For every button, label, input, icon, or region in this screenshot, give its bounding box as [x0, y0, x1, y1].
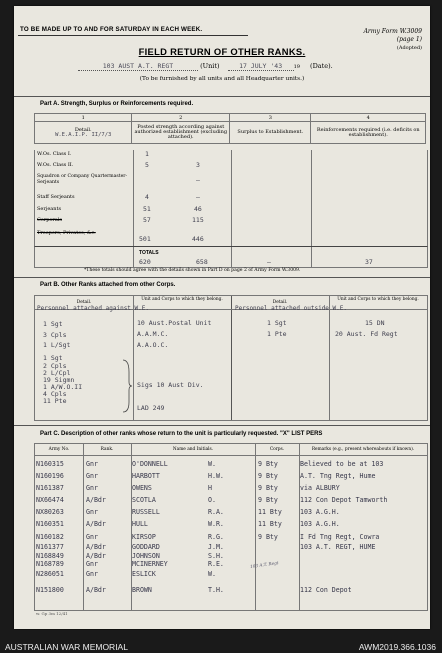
col-num: 1 — [35, 114, 132, 122]
col-rule — [133, 296, 134, 420]
cell-init: R.E. — [208, 560, 224, 568]
cell-init: W.R. — [208, 520, 224, 528]
col-header: Unit and Corps to which they belong. — [141, 297, 223, 302]
unit-item: 20 Aust. Fd Regt — [335, 330, 398, 338]
detail-item: 2 Cpls — [43, 362, 67, 371]
row-label: W.Os. Class II. — [37, 162, 74, 168]
row-label: Staff Serjeants — [37, 194, 75, 200]
cell-no: N168789 — [36, 560, 64, 568]
form-sheet — [14, 6, 430, 629]
unit-item: A.A.M.C. — [137, 330, 169, 338]
date-label: (Date). — [310, 62, 333, 70]
col-header: Name and Initials. — [172, 447, 214, 452]
cell-rank: A/Bdr — [86, 586, 106, 594]
cell-remark: I Fd Tng Regt, Cowra — [300, 533, 380, 541]
detail-item: 1 Sgt — [43, 320, 63, 328]
cell-name: KIRSOP — [132, 533, 156, 541]
est-value: 51 — [143, 205, 151, 213]
table-row — [14, 496, 430, 507]
cell-rank: Gnr — [86, 472, 98, 480]
cell-no: N160182 — [36, 533, 64, 541]
col-rule — [231, 296, 232, 420]
cell-corps: 9 Bty — [258, 484, 278, 492]
col-rule — [311, 247, 312, 267]
cell-corps: 11 Bty — [258, 508, 282, 516]
est-value: 4 — [145, 193, 149, 201]
cell-name: GODDARD — [132, 543, 160, 551]
col-header: Detail. — [272, 300, 288, 305]
cell-name: MCINERNEY — [132, 560, 168, 568]
cell-rank: A/Bdr — [86, 543, 106, 551]
unit-item: 10 Aust.Postal Unit — [137, 319, 212, 327]
unit-label: (Unit) — [200, 62, 220, 70]
part-a-title: Part A. Strength, Surplus or Reinforcements required. — [40, 101, 194, 107]
posted-value: 446 — [192, 235, 204, 243]
detail-item: 1 Sgt — [267, 319, 287, 327]
cell-name: BROWN — [132, 586, 152, 594]
cell-init: R.G. — [208, 533, 224, 541]
detail-item: 11 Pte — [43, 397, 67, 406]
cell-no: NX80263 — [36, 508, 64, 516]
table-row — [14, 586, 430, 597]
cell-name: OWENS — [132, 484, 152, 492]
cell-name: HULL — [132, 520, 148, 528]
table-row — [14, 520, 430, 531]
cell-name: O'DONNELL — [132, 460, 168, 468]
cell-init: W. — [208, 460, 216, 468]
header-rule — [35, 455, 427, 456]
est-value: 57 — [143, 216, 151, 224]
page-number: (page 1) — [396, 36, 422, 43]
divider — [14, 96, 430, 97]
cell-init: T.H. — [208, 586, 224, 594]
printer-note: w. Gp 3m 12/41 — [36, 611, 68, 616]
cell-rank: Gnr — [86, 533, 98, 541]
totals-row — [34, 246, 428, 268]
unit-item: A.A.O.C. — [137, 341, 169, 349]
cell-corps: 9 Bty — [258, 496, 278, 504]
detail-item: 1 Sgt — [43, 353, 63, 362]
divider — [14, 425, 430, 426]
unit-item: Sigs 10 Aust Div. — [137, 381, 204, 389]
detail-item: 3 Cpls — [43, 330, 67, 339]
row-label: Serjeants — [37, 206, 62, 212]
sub-header-right: Personnel attached outside W.E. — [235, 305, 347, 312]
cell-rank: Gnr — [86, 484, 98, 492]
col-rule — [231, 247, 232, 267]
cell-rank: A/Bdr — [86, 552, 106, 560]
part-a-table — [34, 113, 426, 144]
cell-init: J.M. — [208, 543, 224, 551]
col-header-detail: Detail. — [74, 126, 92, 133]
cell-corps: 9 Bty — [258, 472, 278, 480]
col-header: Surplus to Establishment. — [230, 122, 311, 144]
row-label: W.Os. Class I. — [37, 151, 72, 157]
bracket-note: 103 A.T. Regt — [249, 560, 279, 569]
strength-table — [34, 113, 426, 144]
part-c-title: Part C. Description of other ranks whose return to the unit is particularly requested. "X" LIST PERS — [40, 431, 323, 437]
cell-remark: Believed to be at 103 — [300, 460, 384, 468]
part-b-title: Part B. Other Ranks attached from other Corps. — [40, 282, 176, 288]
cell-name: SCOTLA — [132, 496, 156, 504]
detail-item: 19 Sigmn — [43, 376, 75, 385]
cell-init: S.H. — [208, 552, 224, 560]
cell-rank: A/Bdr — [86, 520, 106, 528]
unit-value: 103 AUST A.T. REGT — [78, 62, 198, 71]
col-rule — [231, 150, 232, 246]
posted-value: — — [196, 193, 200, 201]
col-rule — [133, 247, 134, 267]
cell-no: N168849 — [36, 552, 64, 560]
unit-item: LAD 249 — [137, 404, 165, 412]
col-header: Remarks (e.g., present whereabouts if known). — [311, 447, 415, 452]
col-num: 4 — [311, 114, 426, 122]
col-header — [35, 122, 132, 144]
unit-item: 15 DN — [365, 319, 385, 327]
totals-est: 620 — [139, 258, 151, 266]
cell-name: RUSSELL — [132, 508, 160, 516]
cell-remark: A.T. Tng Regt, Hume — [300, 472, 376, 480]
date-value: 17 JULY '43 — [228, 62, 294, 71]
cell-no: N151800 — [36, 586, 64, 594]
archive-reference: AWM2019.366.1036 — [358, 642, 436, 652]
part-a-footnote: *These totals should agree with the details shown in Part D on page 2 of Army Form W.3009. — [84, 268, 301, 273]
table-row — [14, 570, 430, 581]
cell-corps: 11 Bty — [258, 520, 282, 528]
divider — [18, 35, 248, 36]
col-header: Corps. — [269, 447, 285, 452]
cell-remark: 103 A.G.H. — [300, 508, 340, 516]
col-rule — [329, 296, 330, 420]
totals-label: TOTALS — [139, 250, 159, 256]
table-row — [14, 472, 430, 483]
attached-table — [34, 295, 428, 421]
est-value: 501 — [139, 235, 151, 243]
furnish-note: (To be furnished by all units and all Headquarter units.) — [139, 76, 305, 82]
unit-line — [78, 62, 333, 71]
col-header: Unit and Corps to which they belong. — [337, 297, 419, 302]
est-value: 5 — [145, 161, 149, 169]
col-rule — [311, 150, 312, 246]
submission-note: TO BE MADE UP TO AND FOR SATURDAY IN EACH WEEK. — [20, 26, 203, 33]
row-label: Squadron or Company Quartermaster-Serjeants — [37, 174, 128, 185]
row-label: Corporals — [37, 217, 62, 223]
cell-no: NX66474 — [36, 496, 64, 504]
cell-rank: Gnr — [86, 560, 98, 568]
cell-rank: Gnr — [86, 570, 98, 578]
cell-no: N161387 — [36, 484, 64, 492]
cell-name: ESLICK — [132, 570, 156, 578]
col-header: Reinforcements required (i.e. deficits on establishment). — [311, 122, 426, 144]
totals-req: 37 — [365, 258, 373, 266]
bracket-icon — [121, 358, 133, 414]
col-num: 3 — [230, 114, 311, 122]
strength-rows — [34, 150, 428, 246]
col-header: Rank. — [100, 447, 114, 452]
cell-corps: 9 Bty — [258, 460, 278, 468]
cell-corps: 9 Bty — [258, 533, 278, 541]
cell-init: O. — [208, 496, 216, 504]
sub-header-left: Personnel attached against W.E. — [37, 305, 149, 312]
cell-no: N161377 — [36, 543, 64, 551]
cell-remark: via ALBURY — [300, 484, 340, 492]
cell-no: N160196 — [36, 472, 64, 480]
table-row — [14, 484, 430, 495]
posted-value: — — [196, 176, 200, 184]
row-label: Troopers, Privates, &c. — [37, 230, 96, 236]
archive-credit: AUSTRALIAN WAR MEMORIAL — [5, 642, 128, 652]
cell-rank: A/Bdr — [86, 496, 106, 504]
posted-value: 3 — [196, 161, 200, 169]
left-details — [43, 319, 82, 405]
detail-item: 1 Pte — [267, 330, 287, 338]
cell-name: JOHNSON — [132, 552, 160, 560]
col-header: Detail. — [76, 300, 92, 305]
divider — [14, 277, 430, 278]
cell-no: N160351 — [36, 520, 64, 528]
cell-remark: 112 Con Depot Tamworth — [300, 496, 388, 504]
col-header: Posted strength according against authorized establishment (excluding attached). — [132, 122, 230, 144]
table-row — [14, 460, 430, 471]
posted-value: 46 — [194, 205, 202, 213]
cell-init: R.A. — [208, 508, 224, 516]
col-num: 2 — [132, 114, 230, 122]
cell-init: H — [208, 484, 212, 492]
table-row — [14, 508, 430, 519]
posted-value: 115 — [192, 216, 204, 224]
cell-rank: Gnr — [86, 508, 98, 516]
cell-remark: 103 A.G.H. — [300, 520, 340, 528]
totals-surplus: — — [267, 258, 271, 266]
page-title: FIELD RETURN OF OTHER RANKS. — [138, 46, 306, 57]
detail-item: 1 A/W.O.II — [43, 383, 83, 392]
col-rule — [133, 150, 134, 246]
detail-item: 4 Cpls — [43, 390, 67, 399]
cell-rank: Gnr — [86, 460, 98, 468]
we-number: W.E.A.I.P. II/7/3 — [55, 131, 112, 138]
cell-no: N286051 — [36, 570, 64, 578]
form-number-text: Army Form W.3009 — [363, 28, 422, 35]
col-header: Army No. — [48, 447, 70, 452]
cell-remark: 112 Con Depot — [300, 586, 352, 594]
detail-item: 1 L/Sgt — [43, 341, 71, 350]
adopted-text: (Adopted) — [396, 45, 422, 51]
totals-posted: 658 — [196, 258, 208, 266]
est-value: 1 — [145, 150, 149, 158]
cell-init: H.W. — [208, 472, 224, 480]
cell-remark: 103 A.T. REGT, HUME — [300, 543, 376, 551]
year-prefix: 19 — [293, 64, 300, 70]
detail-item: 2 L/Cpl — [43, 369, 71, 378]
cell-name: HARBOTT — [132, 472, 160, 480]
cell-no: N160315 — [36, 460, 64, 468]
cell-init: W. — [208, 570, 216, 578]
